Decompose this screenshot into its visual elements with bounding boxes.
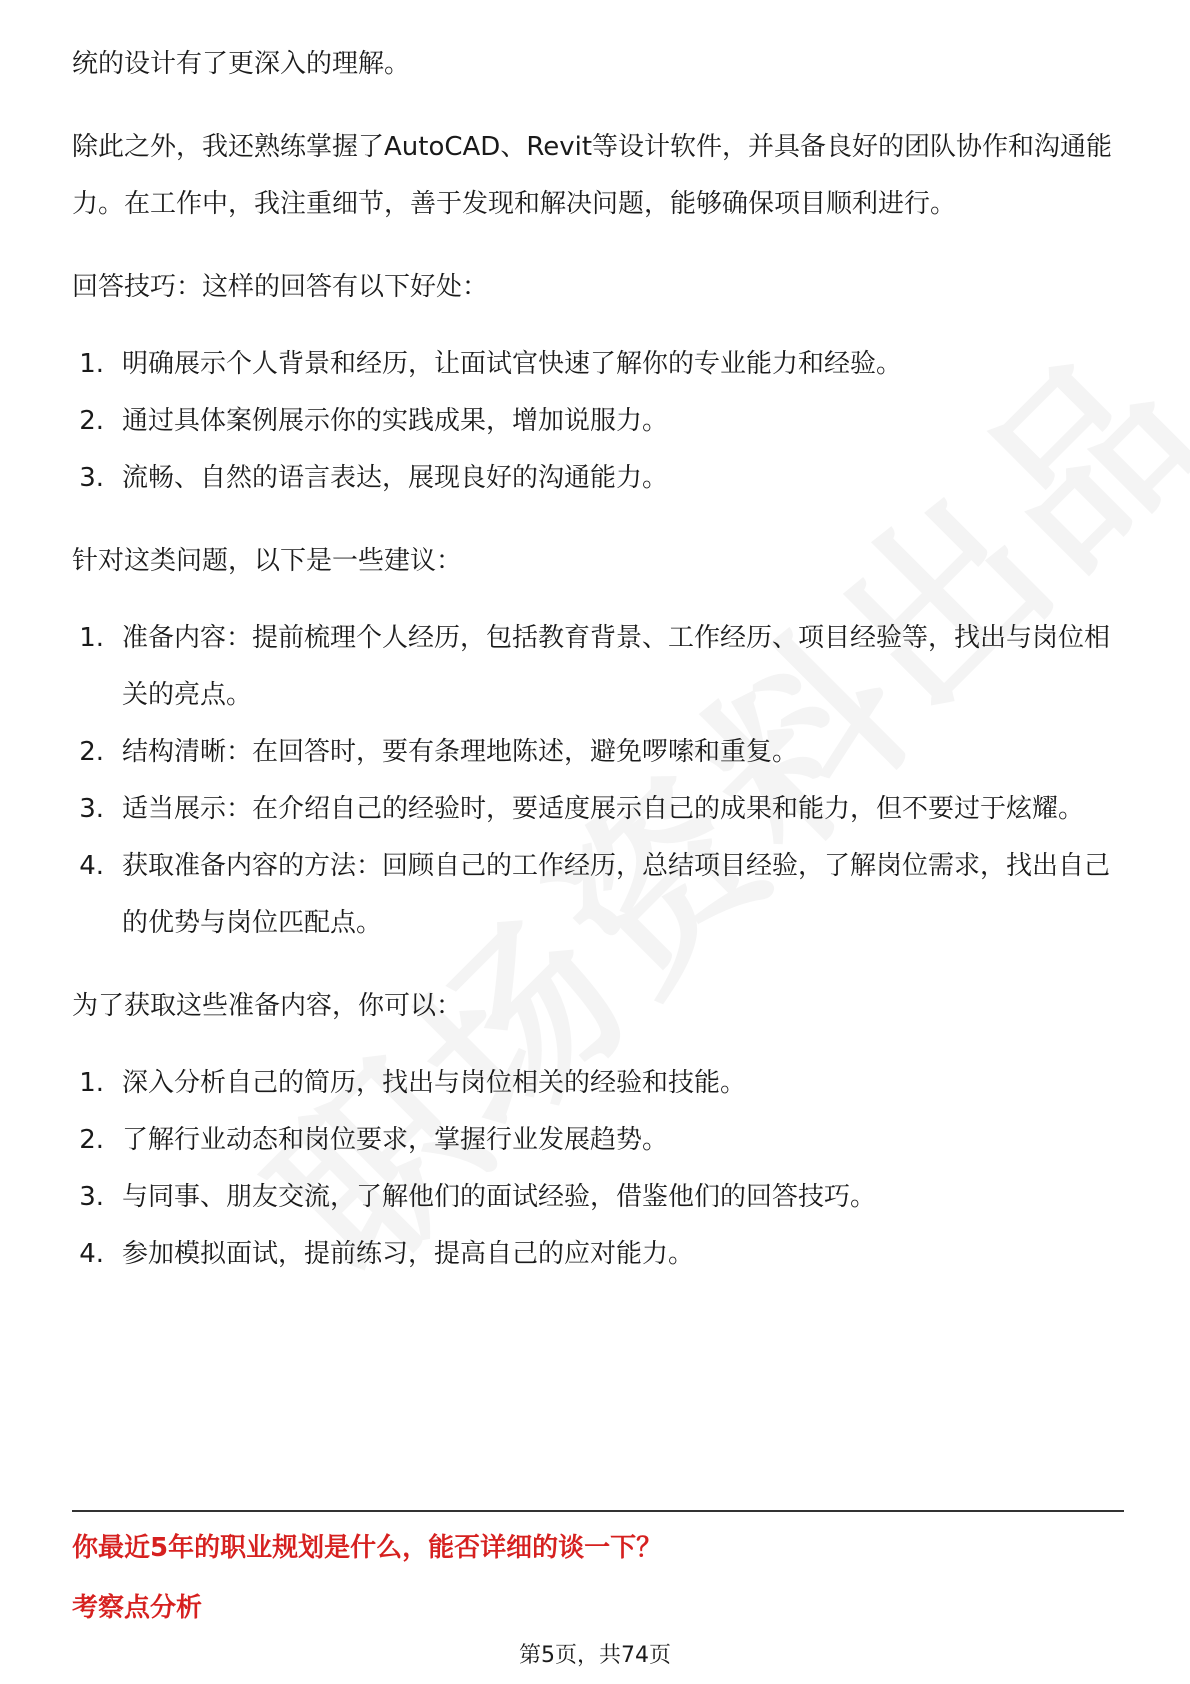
list-text: 流畅、自然的语言表达，展现良好的沟通能力。 <box>122 463 669 493</box>
list-item <box>72 1055 1124 1112</box>
list-number: 1. <box>79 1068 104 1098</box>
list-text: 了解行业动态和岗位要求，掌握行业发展趋势。 <box>122 1125 669 1155</box>
paragraph: 除此之外，我还熟练掌握了AutoCAD、Revit等设计软件，并具备良好的团队协作和沟通能力。在工作中，我注重细节，善于发现和解决问题，能够确保项目顺利进行。 <box>72 132 1113 219</box>
paragraph: 统的设计有了更深入的理解。 <box>72 49 411 79</box>
list-number: 4. <box>79 851 104 881</box>
advice-heading: 针对这类问题，以下是一些建议： <box>72 546 463 576</box>
list-text: 通过具体案例展示你的实践成果，增加说服力。 <box>122 406 669 436</box>
list-number: 2. <box>79 737 104 767</box>
list-item <box>72 1169 1124 1226</box>
list-text: 深入分析自己的简历，找出与岗位相关的经验和技能。 <box>122 1068 747 1098</box>
list-number: 1. <box>79 623 104 653</box>
list-number: 3. <box>79 794 104 824</box>
list-text: 获取准备内容的方法：回顾自己的工作经历，总结项目经验，了解岗位需求，找出自己的优势与岗位匹配点。 <box>122 851 1111 938</box>
list-item <box>72 610 1124 724</box>
list-text: 适当展示：在介绍自己的经验时，要适度展示自己的成果和能力，但不要过于炫耀。 <box>122 794 1085 824</box>
document-body <box>72 0 1124 1283</box>
list-number: 3. <box>79 1182 104 1212</box>
list-item <box>72 724 1124 781</box>
list-number: 2. <box>79 1125 104 1155</box>
section-divider <box>72 1510 1124 1512</box>
next-question-heading: 你最近5年的职业规划是什么，能否详细的谈一下？ <box>72 1533 663 1563</box>
prep-heading: 为了获取这些准备内容，你可以： <box>72 991 463 1021</box>
list-number: 1. <box>79 349 104 379</box>
list-item <box>72 781 1124 838</box>
list-text: 结构清晰：在回答时，要有条理地陈述，避免啰嗦和重复。 <box>122 737 799 767</box>
tips-heading: 回答技巧：这样的回答有以下好处： <box>72 272 489 302</box>
list-item <box>72 838 1124 952</box>
list-text: 明确展示个人背景和经历，让面试官快速了解你的专业能力和经验。 <box>122 349 903 379</box>
list-number: 4. <box>79 1239 104 1269</box>
page-footer: 第5页，共74页 <box>519 1643 671 1668</box>
list-item <box>72 1226 1124 1283</box>
list-text: 参加模拟面试，提前练习，提高自己的应对能力。 <box>122 1239 695 1269</box>
list-item <box>72 393 1124 450</box>
list-number: 3. <box>79 463 104 493</box>
list-number: 2. <box>79 406 104 436</box>
list-item <box>72 450 1124 507</box>
prep-list <box>72 1055 1124 1283</box>
list-item <box>72 336 1124 393</box>
tips-list <box>72 336 1124 507</box>
list-text: 与同事、朋友交流，了解他们的面试经验，借鉴他们的回答技巧。 <box>122 1182 877 1212</box>
list-text: 准备内容：提前梳理个人经历，包括教育背景、工作经历、项目经验等，找出与岗位相关的亮点。 <box>122 623 1111 710</box>
analysis-subheading: 考察点分析 <box>72 1593 203 1623</box>
advice-list <box>72 610 1124 952</box>
list-item <box>72 1112 1124 1169</box>
